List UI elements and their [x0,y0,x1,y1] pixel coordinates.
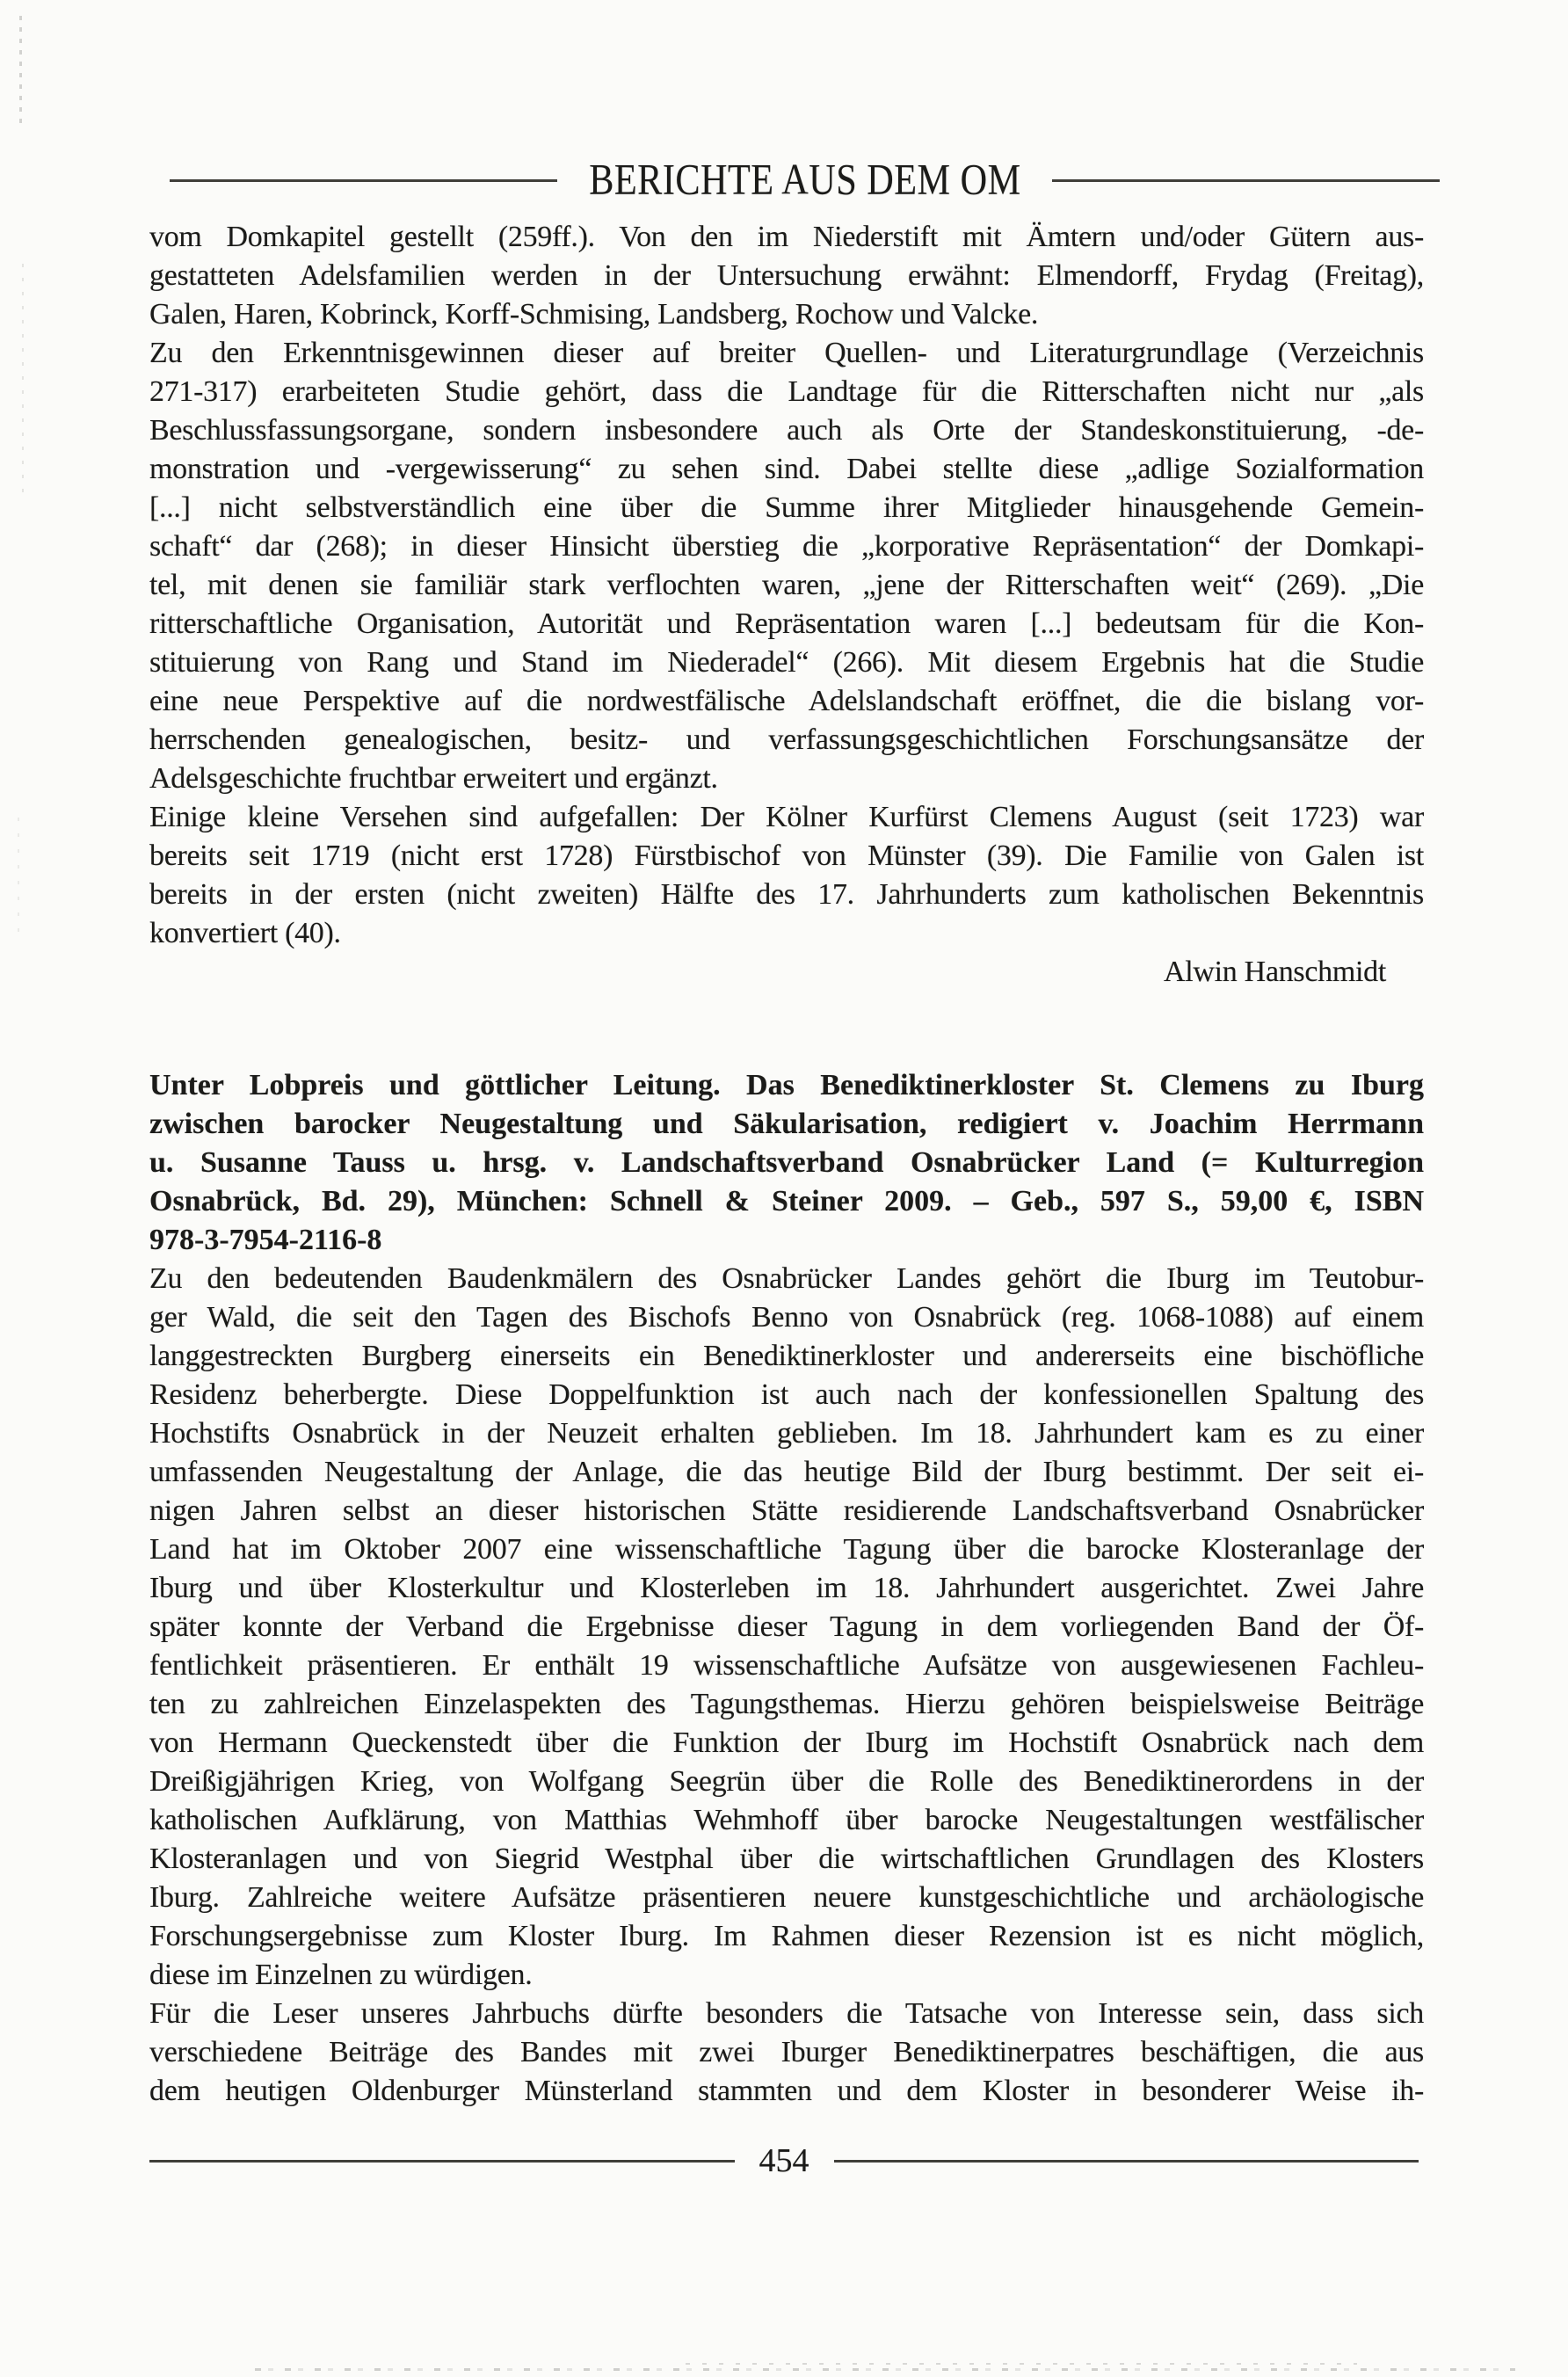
text-line: bereits seit 1719 (nicht erst 1728) Fürstbischof von Münster (39). Die Familie von Galen ist [149,840,1424,872]
text-line: nigen Jahren selbst an dieser historischen Stätte residierende Landschaftsverband Osnabrücker [149,1494,1424,1527]
text-line: eine neue Perspektive auf die nordwestfälische Adelslandschaft eröffnet, die die bislang vor- [149,685,1424,717]
text-line: schaft“ dar (268); in dieser Hinsicht überstieg die „korporative Repräsentation“ der Domkapi- [149,530,1424,563]
text-line: zwischen barocker Neugestaltung und Säkularisation, redigiert v. Joachim Herrmann [149,1108,1424,1140]
page-header [170,156,1440,204]
text-line: gestatteten Adelsfamilien werden in der Untersuchung erwähnt: Elmendorff, Frydag (Freitag), [149,259,1424,292]
text-line: dem heutigen Oldenburger Münsterland stammten und dem Kloster in besonderer Weise ih- [149,2075,1424,2107]
text-line: Adelsgeschichte fruchtbar erweitert und ergänzt. [149,762,718,795]
review-author-signature: Alwin Hanschmidt [1163,956,1386,988]
review-1-body [149,218,1424,953]
review-iburg [149,1066,1424,2111]
review-2-bibliographic-heading [149,1066,1424,1260]
text-line: Hochstifts Osnabrück in der Neuzeit erhalten geblieben. Im 18. Jahrhundert kam es zu einer [149,1417,1424,1450]
running-head-title: BERICHTE AUS DEM OM [588,156,1021,204]
text-line: 271-317) erarbeiteten Studie gehört, dass die Landtage für die Ritterschaften nicht nur „als [149,375,1424,408]
footer-rule-left [149,2160,735,2163]
text-line: Forschungsergebnisse zum Kloster Iburg. Im Rahmen dieser Rezension ist es nicht möglich, [149,1920,1424,1952]
text-line: verschiedene Beiträge des Bandes mit zwei Iburger Benediktinerpatres beschäftigen, die aus [149,2036,1424,2068]
text-line: umfassenden Neugestaltung der Anlage, die das heutige Bild der Iburg bestimmt. Der seit ei- [149,1456,1424,1488]
text-line: Galen, Haren, Kobrinck, Korff-Schmising, Landsberg, Rochow und Valcke. [149,298,1039,331]
text-line: Residenz beherbergte. Diese Doppelfunktion ist auch nach der konfessionellen Spaltung des [149,1378,1424,1411]
scan-noise-left-top [19,16,22,126]
text-line: Land hat im Oktober 2007 eine wissenschaftliche Tagung über die barocke Klosteranlage der [149,1533,1424,1566]
text-line: Zu den bedeutenden Baudenkmälern des Osnabrücker Landes gehört die Iburg im Teutobur- [149,1262,1424,1295]
text-line: Dreißigjährigen Krieg, von Wolfgang Seegrün über die Rolle des Benediktinerordens in der [149,1765,1424,1798]
text-line: stituierung von Rang und Stand im Niederadel“ (266). Mit diesem Ergebnis hat die Studie [149,646,1424,679]
text-line: herrschenden genealogischen, besitz- und verfassungsgeschichtlichen Forschungsansätze der [149,723,1424,756]
page-footer [149,2141,1419,2180]
text-line: ger Wald, die seit den Tagen des Bischofs Benno von Osnabrück (reg. 1068-1088) auf einem [149,1301,1424,1334]
scan-noise-bottom-edge [255,2368,1515,2371]
text-line: fentlichkeit präsentieren. Er enthält 19 wissenschaftliche Aufsätze von ausgewiesenen Fachleu- [149,1649,1424,1682]
text-line: 978-3-7954-2116-8 [149,1224,382,1256]
footer-rule-right [834,2160,1419,2163]
text-line: u. Susanne Tauss u. hrsg. v. Landschaftsverband Osnabrücker Land (= Kulturregion [149,1146,1424,1179]
review-2-body [149,1260,1424,2111]
text-line: Für die Leser unseres Jahrbuchs dürfte besonders die Tatsache von Interesse sein, dass sich [149,1997,1424,2030]
text-line: Beschlussfassungsorgane, sondern insbesondere auch als Orte der Standeskonstituierung, -de- [149,414,1424,447]
text-line: Klosteranlagen und von Siegrid Westphal über die wirtschaftlichen Grundlagen des Klosters [149,1843,1424,1875]
header-rule-right [1052,179,1440,182]
text-block [149,218,1424,2111]
text-line: Iburg. Zahlreiche weitere Aufsätze präsentieren neuere kunstgeschichtliche und archäologische [149,1881,1424,1914]
text-line: Osnabrück, Bd. 29), München: Schnell & Steiner 2009. – Geb., 597 S., 59,00 €, ISBN [149,1185,1424,1218]
text-line: [...] nicht selbstverständlich eine über die Summe ihrer Mitglieder hinausgehende Gemein- [149,491,1424,524]
text-line: konvertiert (40). [149,917,341,949]
scan-noise-left-lower [18,818,19,932]
text-line: diese im Einzelnen zu würdigen. [149,1959,533,1991]
review-hanschmidt [149,218,1424,992]
text-line: Iburg und über Klosterkultur und Klosterleben im 18. Jahrhundert ausgerichtet. Zwei Jahre [149,1572,1424,1604]
text-line: Zu den Erkenntnisgewinnen dieser auf breiter Quellen- und Literaturgrundlage (Verzeichnis [149,337,1424,369]
header-rule-left [170,179,557,182]
text-line: von Hermann Queckenstedt über die Funktion der Iburg im Hochstift Osnabrück nach dem [149,1726,1424,1759]
text-line: ritterschaftliche Organisation, Autorität und Repräsentation waren [...] bedeutsam für die Kon- [149,607,1424,640]
text-line: monstration und -vergewisserung“ zu sehen sind. Dabei stellte diese „adlige Sozialformation [149,453,1424,485]
text-line: Unter Lobpreis und göttlicher Leitung. Das Benediktinerkloster St. Clemens zu Iburg [149,1069,1424,1101]
text-line: vom Domkapitel gestellt (259ff.). Von den im Niederstift mit Ämtern und/oder Gütern aus- [149,221,1424,253]
text-line: später konnte der Verband die Ergebnisse dieser Tagung in dem vorliegenden Band der Öf- [149,1610,1424,1643]
page-number: 454 [759,2142,809,2179]
scan-noise-left-mid [22,264,24,501]
text-line: Einige kleine Versehen sind aufgefallen: Der Kölner Kurfürst Clemens August (seit 1723) war [149,801,1424,833]
text-line: ten zu zahlreichen Einzelaspekten des Tagungsthemas. Hierzu gehören beispielsweise Beiträge [149,1688,1424,1720]
text-line: katholischen Aufklärung, von Matthias Wehmhoff über barocke Neugestaltungen westfälischer [149,1804,1424,1836]
text-line: bereits in der ersten (nicht zweiten) Hälfte des 17. Jahrhunderts zum katholischen Bekenntnis [149,878,1424,911]
scan-noise-bottom-edge-2 [686,2363,1357,2365]
text-line: tel, mit denen sie familiär stark verflochten waren, „jene der Ritterschaften weit“ (269). „Die [149,569,1424,601]
text-line: langgestreckten Burgberg einerseits ein Benediktinerkloster und andererseits eine bischöfliche [149,1340,1424,1372]
